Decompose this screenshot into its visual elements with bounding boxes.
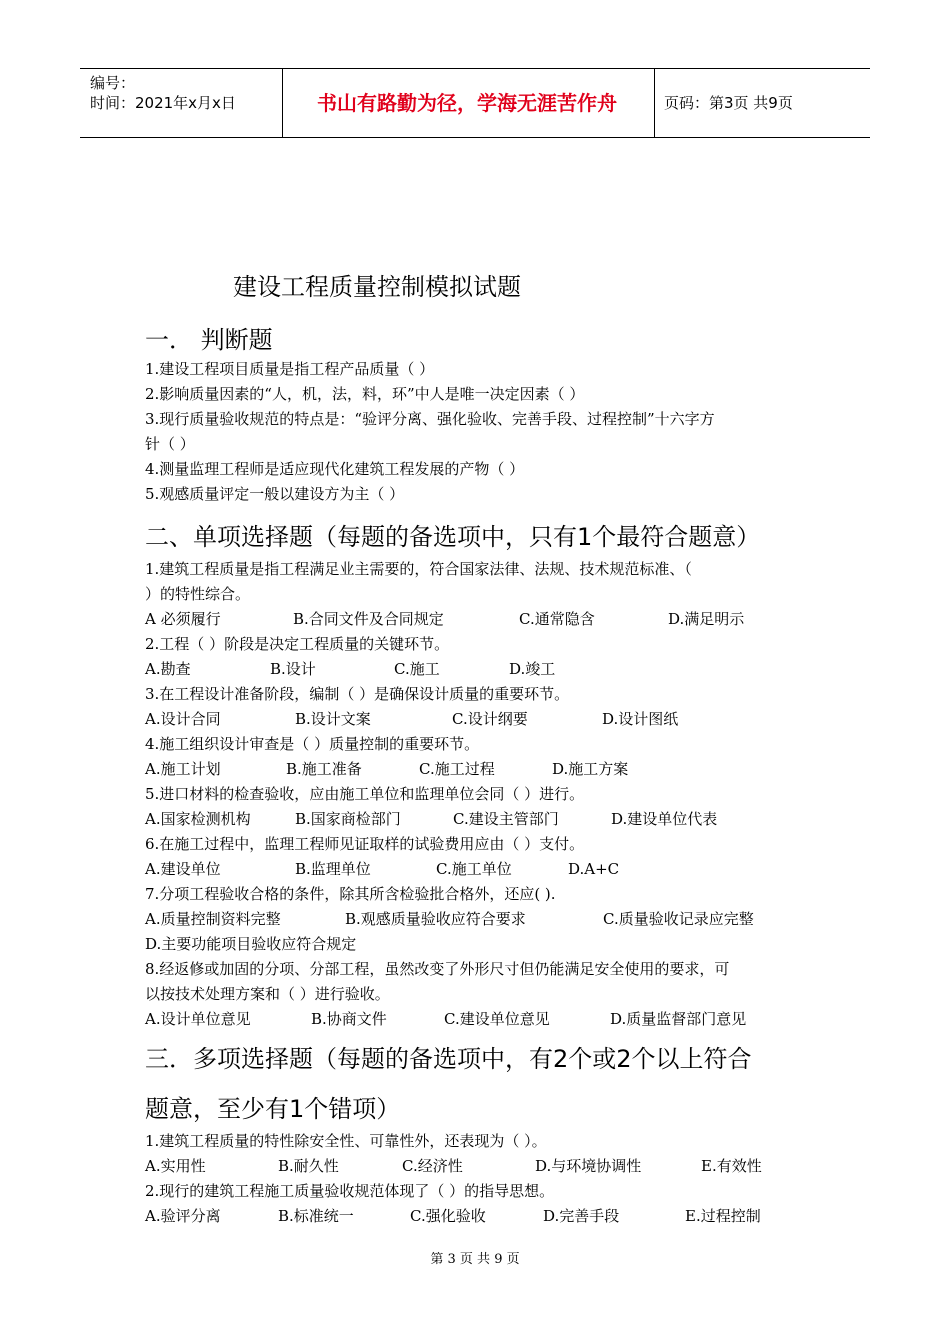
question-stem: 4.施工组织设计审查是（ ）质量控制的重要环节。 [145, 735, 480, 753]
question-stem: 7.分项工程验收合格的条件，除其所含检验批合格外，还应( ). [145, 885, 556, 903]
option: C.强化验收 [410, 1207, 486, 1225]
option: A.勘查 [145, 660, 191, 678]
judgment-item: 5.观感质量评定一般以建设方为主（ ） [145, 485, 405, 503]
question-stem: 5.进口材料的检查验收，应由施工单位和监理单位会同（ ）进行。 [145, 785, 585, 803]
option: C.施工过程 [419, 760, 495, 778]
option: D.设计图纸 [602, 710, 679, 728]
option: D.主要功能项目验收应符合规定 [145, 935, 357, 953]
option: B.观感质量验收应符合要求 [345, 910, 526, 928]
question-stem: 8.经返修或加固的分项、分部工程，虽然改变了外形尺寸但仍能满足安全使用的要求，可 [145, 960, 730, 978]
judgment-item: 针（ ） [145, 435, 195, 453]
option: D.与环境协调性 [535, 1157, 642, 1175]
page-footer: 第 3 页 共 9 页 [430, 1252, 520, 1267]
option: C.设计纲要 [452, 710, 528, 728]
header-divider [654, 69, 655, 137]
question-stem: ）的特性综合。 [145, 585, 251, 603]
option: B.监理单位 [295, 860, 371, 878]
section1-heading: 一． 判断题 [145, 326, 273, 354]
option: A.质量控制资料完整 [145, 910, 281, 928]
option: C.施工单位 [436, 860, 512, 878]
option: A.验评分离 [145, 1207, 221, 1225]
option: A.实用性 [145, 1157, 206, 1175]
option: C.施工 [394, 660, 440, 678]
option: B.标准统一 [278, 1207, 354, 1225]
option: A.建设单位 [145, 860, 221, 878]
question-stem: 以按技术处理方案和（ ）进行验收。 [145, 985, 390, 1003]
page-header [80, 68, 870, 138]
question-stem: 1.建筑工程质量的特性除安全性、可靠性外，还表现为（ ）。 [145, 1132, 547, 1150]
option: D.竣工 [509, 660, 556, 678]
option: C.经济性 [402, 1157, 463, 1175]
judgment-item: 1.建设工程项目质量是指工程产品质量（ ） [145, 360, 435, 378]
judgment-item: 2.影响质量因素的“人，机，法，料，环”中人是唯一决定因素（ ） [145, 385, 585, 403]
header-number-label: 编号： [90, 74, 136, 92]
option: D.A+C [568, 860, 620, 878]
document-title: 建设工程质量控制模拟试题 [233, 273, 521, 301]
option: A 必须履行 [145, 610, 221, 628]
section3-heading: 三．多项选择题（每题的备选项中，有2个或2个以上符合 [145, 1045, 752, 1073]
option: B.国家商检部门 [295, 810, 401, 828]
judgment-item: 3.现行质量验收规范的特点是：“验评分离、强化验收、完善手段、过程控制”十六字方 [145, 410, 715, 428]
header-date: 时间：2021年x月x日 [90, 94, 236, 112]
option: D.满足明示 [668, 610, 745, 628]
option: C.通常隐含 [519, 610, 595, 628]
option: D.建设单位代表 [611, 810, 718, 828]
option: B.协商文件 [311, 1010, 387, 1028]
judgment-item: 4.测量监理工程师是适应现代化建筑工程发展的产物（ ） [145, 460, 525, 478]
section3-heading-cont: 题意，至少有1个错项） [145, 1095, 401, 1123]
option: A.设计合同 [145, 710, 221, 728]
question-stem: 1.建筑工程质量是指工程满足业主需要的，符合国家法律、法规、技术规范标准、（ [145, 560, 692, 578]
question-stem: 2.工程（ ）阶段是决定工程质量的关键环节。 [145, 635, 450, 653]
option: C.质量验收记录应完整 [603, 910, 754, 928]
header-page-info: 页码：第3页 共9页 [664, 94, 793, 112]
option: A.国家检测机构 [145, 810, 251, 828]
option: B.耐久性 [278, 1157, 339, 1175]
question-stem: 2.现行的建筑工程施工质量验收规范体现了（ ）的指导思想。 [145, 1182, 555, 1200]
question-stem: 6.在施工过程中，监理工程师见证取样的试验费用应由（ ）支付。 [145, 835, 585, 853]
option: A.施工计划 [145, 760, 221, 778]
option: D.完善手段 [543, 1207, 620, 1225]
option: B.设计文案 [295, 710, 371, 728]
option: B.设计 [270, 660, 316, 678]
header-motto: 书山有路勤为径，学海无涯苦作舟 [317, 91, 617, 115]
option: E.过程控制 [685, 1207, 761, 1225]
question-stem: 3.在工程设计准备阶段，编制（ ）是确保设计质量的重要环节。 [145, 685, 570, 703]
option: C.建设单位意见 [444, 1010, 550, 1028]
option: B.合同文件及合同规定 [293, 610, 444, 628]
option: B.施工准备 [286, 760, 362, 778]
option: D.质量监督部门意见 [610, 1010, 747, 1028]
header-meta [90, 73, 236, 113]
option: D.施工方案 [552, 760, 629, 778]
option: E.有效性 [701, 1157, 762, 1175]
section2-heading: 二、单项选择题（每题的备选项中，只有1个最符合题意） [145, 523, 761, 551]
option: C.建设主管部门 [453, 810, 559, 828]
option: A.设计单位意见 [145, 1010, 251, 1028]
